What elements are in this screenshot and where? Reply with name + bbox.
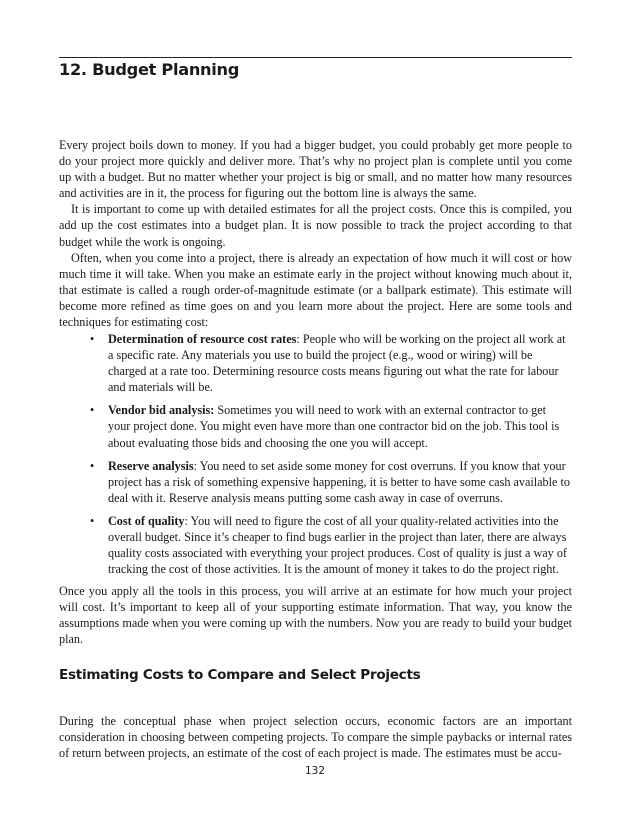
intro-section [59, 137, 572, 330]
list-item-text: : You will need to figure the cost of all your quality-related activities into the overall budget. Since it’s cheaper to find bugs earlier in the project than later, there are always quality costs associated with everything your project produces. Cost of quality is just a way of tracking the cost of those activities. It is the amount of money it takes to do the project right. [108, 513, 567, 577]
section-heading: Estimating Costs to Compare and Select Projects [59, 667, 421, 683]
cost-tools-list [90, 331, 570, 584]
list-item [90, 458, 570, 506]
list-item-text: : People who will be working on the project all work at a specific rate. Any materials you use to build the project (e.g., wood or wiring) will be charged at a rate too. Determining resource costs means figuring out what the rate for labour and materials will be. [108, 332, 566, 395]
page-number: 132 [304, 765, 326, 777]
estimating-section [59, 713, 572, 761]
list-item-term: Cost of quality [108, 513, 185, 528]
paragraph-3: Often, when you come into a project, there is already an expectation of how much it will cost or how much time it will take. When you make an estimate early in the project without knowing much about it, that estimate is called a rough order-of-magnitude estimate (or a ballpark estimate). This estimate will become more refined as time goes on and you learn more about the project. Here are some tools and techniques for estimating cost: [59, 250, 572, 330]
list-item-text: : You need to set aside some money for cost overruns. If you know that your project has a risk of something expensive happening, it is better to have some cash available to deal with it. Reserve analysis means putting some cash away in case of overruns. [108, 458, 570, 505]
paragraph-2: It is important to come up with detailed estimates for all the project costs. Once this is compiled, you add up the cost estimates into a budget plan. It is now possible to track the project according to that budget while the work is ongoing. [59, 202, 572, 249]
list-item-term: Determination of resource cost rates [108, 332, 297, 346]
list-item [90, 331, 570, 395]
bullet-marker: • [90, 332, 95, 346]
list-item [90, 513, 570, 577]
bullet-marker: • [90, 458, 95, 473]
bullet-marker: • [90, 513, 95, 528]
list-item-term: Vendor bid analysis: [108, 403, 215, 418]
list-item [90, 402, 570, 450]
list-item-term: Reserve analysis [108, 458, 194, 473]
paragraph-1: Every project boils down to money. If you had a bigger budget, you could probably get more people to do your project more quickly and deliver more. That’s why no project plan is complete until you come up with a budget. But no matter whether your project is big or small, and no matter how many resources and activities are in it, the process for figuring out the bottom line is always the same. [59, 138, 572, 201]
bullet-marker: • [90, 403, 95, 418]
list-item-text: Sometimes you will need to work with an external contractor to get your project done. You might even have more than one contractor bid on the job. This tool is about evaluating those bids and choosing the one you will accept. [108, 403, 560, 450]
header-rule [59, 57, 572, 58]
chapter-title: 12. Budget Planning [59, 60, 240, 79]
closing-section [59, 583, 572, 647]
closing-paragraph: Once you apply all the tools in this process, you will arrive at an estimate for how much your project will cost. It’s important to keep all of your supporting estimate information. That way, you know the assumptions made when you were coming up with the numbers. Now you are ready to build your budget plan. [59, 584, 572, 647]
estimating-paragraph: During the conceptual phase when project selection occurs, economic factors are an important consideration in choosing between competing projects. To compare the simple paybacks or internal rates of return between projects, an estimate of the cost of each project is made. The estimates must be accu- [59, 714, 572, 761]
